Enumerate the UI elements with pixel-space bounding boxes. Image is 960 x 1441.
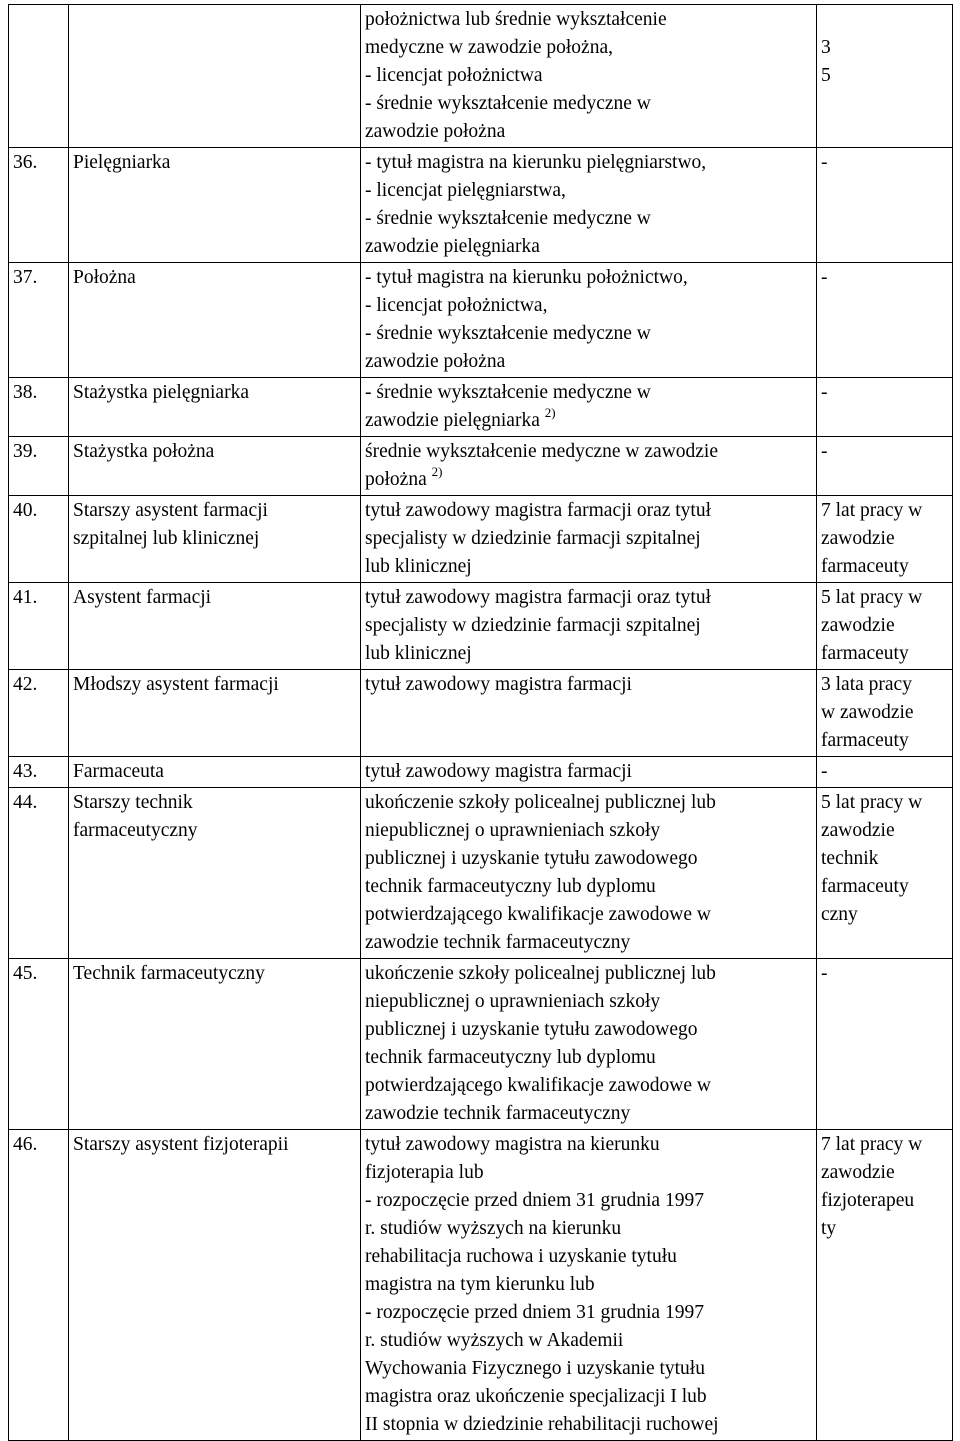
position-name-line-text: Pielęgniarka	[73, 152, 171, 173]
required-qualifications	[361, 959, 817, 1130]
required-qualifications-line	[365, 817, 812, 845]
required-qualifications	[361, 5, 817, 148]
position-name-line-text: Asystent farmacji	[73, 587, 212, 608]
position-name-line-text: Młodszy asystent farmacji	[73, 674, 279, 695]
required-experience-line-text: -	[821, 441, 828, 462]
position-name-line	[73, 817, 356, 845]
required-qualifications-line-text: rehabilitacja ruchowa i uzyskanie tytułu	[365, 1246, 677, 1267]
position-name-line	[73, 789, 356, 817]
required-qualifications-line-text: potwierdzającego kwalifikacje zawodowe w	[365, 904, 711, 925]
required-qualifications-line-text: lub klinicznej	[365, 556, 472, 577]
required-qualifications-line	[365, 1243, 812, 1271]
required-qualifications-line	[365, 1187, 812, 1215]
position-name-line	[73, 584, 356, 612]
required-experience-line	[821, 438, 948, 466]
required-experience-line	[821, 789, 948, 817]
required-qualifications-line-text: średnie wykształcenie medyczne w zawodzie	[365, 441, 718, 462]
required-experience-line	[821, 149, 948, 177]
required-qualifications-line-text: tytuł zawodowy magistra farmacji	[365, 674, 632, 695]
required-qualifications-line	[365, 1072, 812, 1100]
required-qualifications	[361, 437, 817, 496]
required-qualifications-line-text: - tytuł magistra na kierunku pielęgniarstwo,	[365, 152, 707, 173]
required-qualifications-line	[365, 320, 812, 348]
required-experience-line-text: 5	[821, 65, 831, 86]
table-row	[9, 378, 953, 437]
required-experience-line-text: -	[821, 382, 828, 403]
required-qualifications-line-text: magistra na tym kierunku lub	[365, 1274, 595, 1295]
position-name-line	[73, 438, 356, 466]
row-number: 42.	[9, 670, 69, 757]
position-name	[69, 583, 361, 670]
required-experience-line	[821, 553, 948, 581]
required-experience	[817, 583, 953, 670]
required-qualifications-line	[365, 233, 812, 261]
position-name	[69, 263, 361, 378]
required-qualifications-line	[365, 463, 812, 494]
row-number: 45.	[9, 959, 69, 1130]
required-qualifications-line	[365, 1411, 812, 1439]
required-experience-line-text: 5 lat pracy w	[821, 792, 923, 813]
row-number: 40.	[9, 496, 69, 583]
qualifications-table-body	[9, 5, 953, 1441]
row-number: 39.	[9, 437, 69, 496]
required-qualifications-line-text: - tytuł magistra na kierunku położnictwo,	[365, 267, 688, 288]
required-qualifications-line	[365, 90, 812, 118]
row-number: 44.	[9, 788, 69, 959]
position-name-line-text: Starszy asystent fizjoterapii	[73, 1134, 289, 1155]
required-qualifications-line	[365, 497, 812, 525]
required-experience-line	[821, 264, 948, 292]
table-row	[9, 959, 953, 1130]
required-qualifications-line	[365, 612, 812, 640]
required-experience-line-text: -	[821, 152, 828, 173]
required-experience	[817, 437, 953, 496]
position-name-line	[73, 758, 356, 786]
required-qualifications	[361, 757, 817, 788]
required-experience-line-text: -	[821, 963, 828, 984]
required-qualifications-line	[365, 1383, 812, 1411]
required-experience-line-text: -	[821, 761, 828, 782]
required-experience	[817, 263, 953, 378]
required-experience	[817, 959, 953, 1130]
required-experience	[817, 378, 953, 437]
required-experience-line-text: czny	[821, 904, 858, 925]
required-qualifications-line-text: tytuł zawodowy magistra farmacji oraz tytuł	[365, 500, 712, 521]
required-qualifications-line-text: zawodzie pielęgniarka	[365, 410, 540, 431]
position-name	[69, 788, 361, 959]
row-number: 41.	[9, 583, 69, 670]
required-experience-line-text: zawodzie	[821, 615, 895, 636]
position-name-line-text: szpitalnej lub klinicznej	[73, 528, 260, 549]
required-qualifications-line-text: położna	[365, 469, 427, 490]
required-qualifications-line	[365, 1100, 812, 1128]
required-qualifications-line-text: publicznej i uzyskanie tytułu zawodowego	[365, 1019, 698, 1040]
required-qualifications-line	[365, 149, 812, 177]
position-name-line	[73, 379, 356, 407]
required-experience	[817, 1130, 953, 1441]
required-qualifications	[361, 583, 817, 670]
required-qualifications-line-text: - średnie wykształcenie medyczne w	[365, 323, 651, 344]
required-experience-line-text: w zawodzie	[821, 702, 914, 723]
position-name	[69, 148, 361, 263]
row-number: 36.	[9, 148, 69, 263]
table-row	[9, 670, 953, 757]
position-name	[69, 378, 361, 437]
row-number: 38.	[9, 378, 69, 437]
position-name-line-text: Stażystka położna	[73, 441, 215, 462]
required-experience-line	[821, 62, 948, 90]
required-experience-line	[821, 6, 948, 34]
required-qualifications-line	[365, 525, 812, 553]
required-qualifications-line	[365, 1159, 812, 1187]
required-experience-line-text: 3 lata pracy	[821, 674, 912, 695]
required-qualifications-line-text: technik farmaceutyczny lub dyplomu	[365, 1047, 656, 1068]
position-name	[69, 1130, 361, 1441]
required-qualifications	[361, 670, 817, 757]
row-number: 43.	[9, 757, 69, 788]
position-name	[69, 437, 361, 496]
required-qualifications-line-text: lub klinicznej	[365, 643, 472, 664]
required-qualifications-line-text: - rozpoczęcie przed dniem 31 grudnia 1997	[365, 1190, 704, 1211]
table-row	[9, 5, 953, 148]
required-qualifications-line-text: zawodzie technik farmaceutyczny	[365, 932, 631, 953]
position-name-line	[73, 264, 356, 292]
table-row	[9, 1130, 953, 1441]
position-name-line-text: Farmaceuta	[73, 761, 164, 782]
required-qualifications-line-text: specjalisty w dziedzinie farmacji szpitalnej	[365, 615, 701, 636]
required-qualifications-line	[365, 988, 812, 1016]
required-experience-line-text: -	[821, 267, 828, 288]
table-row	[9, 788, 953, 959]
required-qualifications-line-text: magistra oraz ukończenie specjalizacji I lub	[365, 1386, 707, 1407]
required-experience-line	[821, 817, 948, 845]
required-qualifications-line-text: potwierdzającego kwalifikacje zawodowe w	[365, 1075, 711, 1096]
required-experience-line-text: farmaceuty	[821, 643, 909, 664]
table-row	[9, 496, 953, 583]
table-row	[9, 437, 953, 496]
required-experience-line	[821, 1131, 948, 1159]
required-experience-line	[821, 901, 948, 929]
required-qualifications-line	[365, 1215, 812, 1243]
table-row	[9, 263, 953, 378]
required-experience-line	[821, 612, 948, 640]
required-qualifications-line	[365, 1131, 812, 1159]
position-name	[69, 496, 361, 583]
required-experience-line-text: ty	[821, 1218, 837, 1239]
required-experience	[817, 670, 953, 757]
position-name-line-text: farmaceutyczny	[73, 820, 198, 841]
required-qualifications-line	[365, 584, 812, 612]
required-experience-line-text: technik	[821, 848, 879, 869]
required-qualifications-line-text: zawodzie pielęgniarka	[365, 236, 540, 257]
required-qualifications-line-text: zawodzie położna	[365, 121, 506, 142]
required-experience-line-text: farmaceuty	[821, 556, 909, 577]
required-qualifications-line	[365, 845, 812, 873]
required-experience-line-text: fizjoterapeu	[821, 1190, 915, 1211]
required-qualifications-line	[365, 873, 812, 901]
required-experience-line	[821, 379, 948, 407]
table-row	[9, 583, 953, 670]
required-qualifications-line-text: fizjoterapia lub	[365, 1162, 484, 1183]
required-experience-line	[821, 497, 948, 525]
required-qualifications-line-text: specjalisty w dziedzinie farmacji szpitalnej	[365, 528, 701, 549]
required-experience-line	[821, 584, 948, 612]
required-experience-line-text: 7 lat pracy w	[821, 1134, 923, 1155]
required-qualifications-line-text: tytuł zawodowy magistra farmacji oraz tytuł	[365, 587, 712, 608]
required-qualifications-line-text: r. studiów wyższych w Akademii	[365, 1330, 624, 1351]
table-row	[9, 148, 953, 263]
required-qualifications-line	[365, 118, 812, 146]
required-qualifications-line	[365, 789, 812, 817]
required-qualifications-line	[365, 901, 812, 929]
required-qualifications-line-text: Wychowania Fizycznego i uzyskanie tytułu	[365, 1358, 705, 1379]
position-name	[69, 5, 361, 148]
required-qualifications-line-text: medyczne w zawodzie położna,	[365, 37, 613, 58]
required-qualifications-line	[365, 177, 812, 205]
required-qualifications-line	[365, 1355, 812, 1383]
position-name-line	[73, 525, 356, 553]
required-qualifications-line-text: tytuł zawodowy magistra na kierunku	[365, 1134, 660, 1155]
required-qualifications-line	[365, 6, 812, 34]
required-experience	[817, 5, 953, 148]
position-name-line-text: Technik farmaceutyczny	[73, 963, 265, 984]
required-qualifications-line-text: - średnie wykształcenie medyczne w	[365, 208, 651, 229]
required-qualifications-line-text: - licencjat położnictwa	[365, 65, 543, 86]
required-experience-line-text: zawodzie	[821, 1162, 895, 1183]
position-name	[69, 959, 361, 1130]
required-qualifications-line	[365, 1016, 812, 1044]
required-qualifications-line-text: niepublicznej o uprawnieniach szkoły	[365, 820, 661, 841]
required-qualifications-line-text: zawodzie technik farmaceutyczny	[365, 1103, 631, 1124]
required-qualifications-line	[365, 1044, 812, 1072]
required-experience-line	[821, 671, 948, 699]
required-experience	[817, 788, 953, 959]
required-experience-line-text: farmaceuty	[821, 876, 909, 897]
qualifications-table	[8, 4, 953, 1441]
table-row	[9, 757, 953, 788]
position-name-line-text: Starszy asystent farmacji	[73, 500, 268, 521]
required-experience-line	[821, 34, 948, 62]
row-number	[9, 5, 69, 148]
required-experience-line	[821, 758, 948, 786]
required-qualifications-line-text: r. studiów wyższych na kierunku	[365, 1218, 622, 1239]
position-name-line	[73, 960, 356, 988]
position-name-line	[73, 671, 356, 699]
required-experience-line-text: farmaceuty	[821, 730, 909, 751]
required-experience-line	[821, 525, 948, 553]
position-name-line-text: Starszy technik	[73, 792, 193, 813]
required-qualifications-line-text: II stopnia w dziedzinie rehabilitacji ruchowej	[365, 1414, 719, 1435]
required-experience-line-text: 3	[821, 37, 831, 58]
required-qualifications	[361, 788, 817, 959]
required-qualifications-line	[365, 438, 812, 466]
required-qualifications-line-text: niepublicznej o uprawnieniach szkoły	[365, 991, 661, 1012]
required-qualifications-line-text: ukończenie szkoły policealnej publicznej lub	[365, 792, 716, 813]
row-number: 46.	[9, 1130, 69, 1441]
required-experience-line	[821, 845, 948, 873]
row-number: 37.	[9, 263, 69, 378]
required-experience-line	[821, 727, 948, 755]
required-qualifications-line	[365, 553, 812, 581]
required-qualifications-line	[365, 1327, 812, 1355]
required-experience-line	[821, 873, 948, 901]
required-qualifications-line	[365, 929, 812, 957]
required-qualifications-line-text: - rozpoczęcie przed dniem 31 grudnia 1997	[365, 1302, 704, 1323]
required-qualifications-line	[365, 34, 812, 62]
position-name-line-text: Położna	[73, 267, 136, 288]
position-name-line	[73, 149, 356, 177]
required-qualifications-line	[365, 1271, 812, 1299]
required-qualifications-line-text: technik farmaceutyczny lub dyplomu	[365, 876, 656, 897]
required-qualifications-line-text: - licencjat położnictwa,	[365, 295, 548, 316]
required-qualifications-line	[365, 292, 812, 320]
required-qualifications-line	[365, 1299, 812, 1327]
footnote-ref: 2)	[544, 404, 556, 420]
required-qualifications	[361, 148, 817, 263]
required-qualifications	[361, 1130, 817, 1441]
required-qualifications-line-text: - średnie wykształcenie medyczne w	[365, 93, 651, 114]
required-qualifications-line-text: położnictwa lub średnie wykształcenie	[365, 9, 667, 30]
position-name-line	[73, 497, 356, 525]
required-experience-line	[821, 699, 948, 727]
footnote-ref: 2)	[431, 463, 443, 479]
required-qualifications-line	[365, 62, 812, 90]
required-experience	[817, 757, 953, 788]
required-experience	[817, 496, 953, 583]
required-qualifications-line-text: tytuł zawodowy magistra farmacji	[365, 761, 632, 782]
required-qualifications-line-text: - licencjat pielęgniarstwa,	[365, 180, 566, 201]
required-experience-line-text: 7 lat pracy w	[821, 500, 923, 521]
required-qualifications	[361, 263, 817, 378]
required-experience-line	[821, 1215, 948, 1243]
required-experience-line	[821, 960, 948, 988]
required-qualifications-line-text: - średnie wykształcenie medyczne w	[365, 382, 651, 403]
required-qualifications	[361, 496, 817, 583]
required-experience-line	[821, 1159, 948, 1187]
required-experience	[817, 148, 953, 263]
required-qualifications-line	[365, 671, 812, 699]
required-experience-line	[821, 640, 948, 668]
required-qualifications-line	[365, 640, 812, 668]
position-name-line-text: Stażystka pielęgniarka	[73, 382, 249, 403]
position-name	[69, 757, 361, 788]
required-qualifications-line-text: publicznej i uzyskanie tytułu zawodowego	[365, 848, 698, 869]
required-qualifications-line-text: ukończenie szkoły policealnej publicznej lub	[365, 963, 716, 984]
required-experience-line	[821, 1187, 948, 1215]
required-qualifications-line	[365, 264, 812, 292]
required-qualifications-line	[365, 960, 812, 988]
required-experience-line-text: zawodzie	[821, 820, 895, 841]
required-qualifications-line	[365, 379, 812, 407]
required-qualifications	[361, 378, 817, 437]
required-experience-line-text: zawodzie	[821, 528, 895, 549]
position-name	[69, 670, 361, 757]
position-name-line	[73, 1131, 356, 1159]
required-qualifications-line	[365, 348, 812, 376]
required-qualifications-line	[365, 205, 812, 233]
required-experience-line-text: 5 lat pracy w	[821, 587, 923, 608]
required-qualifications-line	[365, 758, 812, 786]
required-qualifications-line	[365, 404, 812, 435]
required-qualifications-line-text: zawodzie położna	[365, 351, 506, 372]
